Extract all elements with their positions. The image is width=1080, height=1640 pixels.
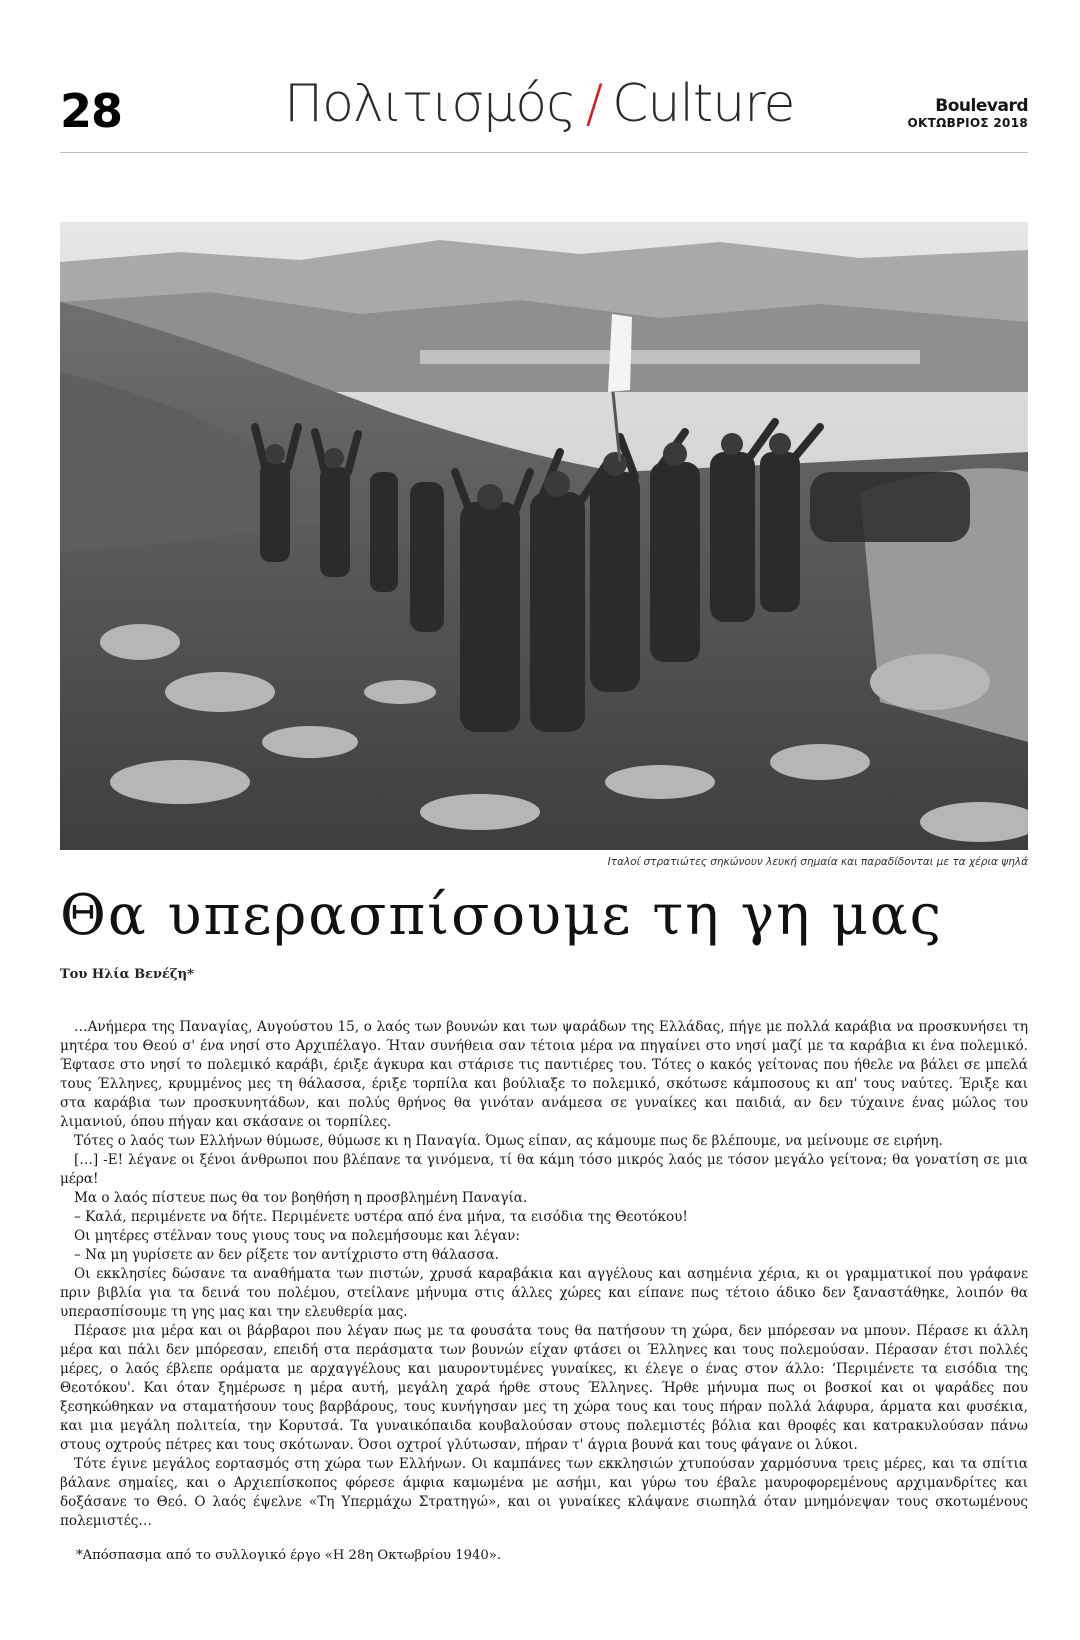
article-paragraph: Τότε έγινε μεγάλος εορτασμός στη χώρα των Ελλήνων. Οι καμπάνες των εκκλησιών χτυπούσαν χαρμόσυνα τρεις μέρες, και τα σπίτια βάλανε σημαίες, και ο Αρχιεπίσκοπος φόρεσε άμφια καμωμένα με ασήμι, και γύρω του έβαλε μαυροφορεμένους αρχιμανδρίτες και δοξάσανε το Θεό. Ο λαός έψελνε «Τη Υπερμάχω Στρατηγώ», και οι γυναίκες κλάψανε σιωπηλά όταν μνημόνεψαν τους σκοτωμένους πολεμιστές… xyxy=(60,1456,1028,1529)
photo-caption: Ιταλοί στρατιώτες σηκώνουν λευκή σημαία και παραδίδονται με τα χέρια ψηλά xyxy=(607,856,1028,868)
page-number: 28 xyxy=(60,84,123,138)
article-paragraph: – Καλά, περιμένετε να δήτε. Περιμένετε υστέρα από ένα μήνα, τα εισόδια της Θεοτόκου! xyxy=(74,1209,688,1225)
article-paragraph: Μα ο λαός πίστευε πως θα τον βοηθήση η προσβλημένη Παναγία. xyxy=(74,1190,528,1206)
section-separator: / xyxy=(585,74,603,134)
section-title-english: Culture xyxy=(612,74,795,134)
brand-logo-text: Boulevard xyxy=(935,96,1028,116)
article-photo xyxy=(60,222,1028,850)
section-title-greek: Πολιτισμός xyxy=(284,74,576,134)
article-paragraph: Οι μητέρες στέλναν τους γιους τους να πολεμήσουμε και λέγαν: xyxy=(74,1228,521,1244)
article-paragraph: – Να μη γυρίσετε αν δεν ρίξετε τον αντίχριστο στη θάλασσα. xyxy=(74,1247,499,1263)
article-headline: Θα υπερασπίσουμε τη γη μας xyxy=(60,883,944,948)
article-byline: Του Ηλία Βενέζη* xyxy=(60,967,194,982)
page-header xyxy=(60,70,1028,153)
issue-date: ΟΚΤΩΒΡΙΟΣ 2018 xyxy=(907,116,1028,130)
article-paragraph: …Ανήμερα της Παναγίας, Αυγούστου 15, ο λαός των βουνών και των ψαράδων της Ελλάδας, πήγε με πολλά καράβια να προσκυνήσει τη μητέρα του Θεού σ' ένα νησί στο Αρχιπέλαγο. Ήταν συνήθεια σαν τέτοια μέρα να πηγαίνει στο νησί μαζί με τα καράβια κι ένα πολεμικό. Έφτασε στο νησί το πολεμικό καράβι, έριξε άγκυρα και στάρισε τις παντιέρες του. Τότες ο κακός γείτονας που ήθελε να βάλει σε μπελά τους Έλληνες, κρυμμένος μες τη θάλασσα, έριξε τορπίλα και βούλιαξε το πολεμικό, σκότωσε κάμποσους κι απ' τους ναύτες. Έριξε και στα καράβια των προσκυνητάδων, και πολύς θρήνος θα γινόταν ανάμεσα σε γυναίκες και παιδιά, αν δεν τύχαινε ένας μώλος του λιμανιού, όπου πήγαν και σκάσανε οι τορπίλες. xyxy=(60,1019,1028,1130)
soldiers-surrender-photo xyxy=(60,222,1028,850)
article-paragraph: Πέρασε μια μέρα και οι βάρβαροι που λέγαν πως με τα φουσάτα τους θα πατήσουν τη χώρα, δεν μπόρεσαν να μπουν. Πέρασε κι άλλη μέρα και πάλι δεν μπόρεσαν, επειδή στα περάσματα των βουνών είχαν φτάσει οι Έλληνες και τους πολεμούσαν. Πέρασαν έτσι πολλές μέρες, ο λαός έβλεπε οράματα με αρχαγγέλους και μαυροντυμένες γυναίκες, κι έλεγε ο ένας στον άλλο: ‘Περιμένετε τα εισόδια της Θεοτόκου'. Και όταν ξημέρωσε η μέρα αυτή, μεγάλη χαρά ήρθε στους Έλληνες. Ήρθε μήνυμα πως οι βοσκοί και οι ψαράδες που ξεσηκώθηκαν να σταματήσουν τους βαρβάρους, τους κυνήγησαν μες τη χώρα τους και τους πήραν πολλά λάφυρα, άρματα και φυσέκια, και μια μεγάλη πολιτεία, την Κορυτσά. Τα γυναικόπαιδα κουβαλούσαν στους πολεμιστές βόλια και θροφές και κατρακυλούσαν πάνω στους οχτρούς πέτρες και τους σκότωναν. Όσοι οχτροί γλύτωσαν, πήραν τ' άγρια βουνά και τους φάγανε οι λύκοι. xyxy=(60,1323,1028,1453)
masthead xyxy=(908,98,1028,129)
section-title xyxy=(284,74,794,134)
article-footnote: *Απόσπασμα από το συλλογικό έργο «Η 28η Οκτωβρίου 1940». xyxy=(76,1548,502,1563)
article-paragraph: […] -Ε! λέγανε οι ξένοι άνθρωποι που βλέπανε τα γινόμενα, τί θα κάμη τόσο μικρός λαός με τόσον μεγάλο γείτονα; θα γονατίση σε μια μέρα! xyxy=(60,1152,1028,1187)
article-paragraph: Οι εκκλησίες δώσανε τα αναθήματα των πιστών, χρυσά καραβάκια και αγγέλους και ασημένια χέρια, κι οι γραμματικοί που γράφανε πριν βιβλία για τα δεινά του πολέμου, στείλανε μήνυμα στις άλλες χώρες και είπανε πως τέτοιο άδικο δεν ξαναστάθηκε, λοιπόν θα υπερασπίσουμε τη γης μας και την ελευθερία μας. xyxy=(60,1266,1028,1320)
article-body xyxy=(60,1018,1028,1531)
article-paragraph: Τότες ο λαός των Ελλήνων θύμωσε, θύμωσε κι η Παναγία. Όμως είπαν, ας κάμουμε πως δε βλέπουμε, να μείνουμε σε ειρήνη. xyxy=(74,1133,943,1149)
